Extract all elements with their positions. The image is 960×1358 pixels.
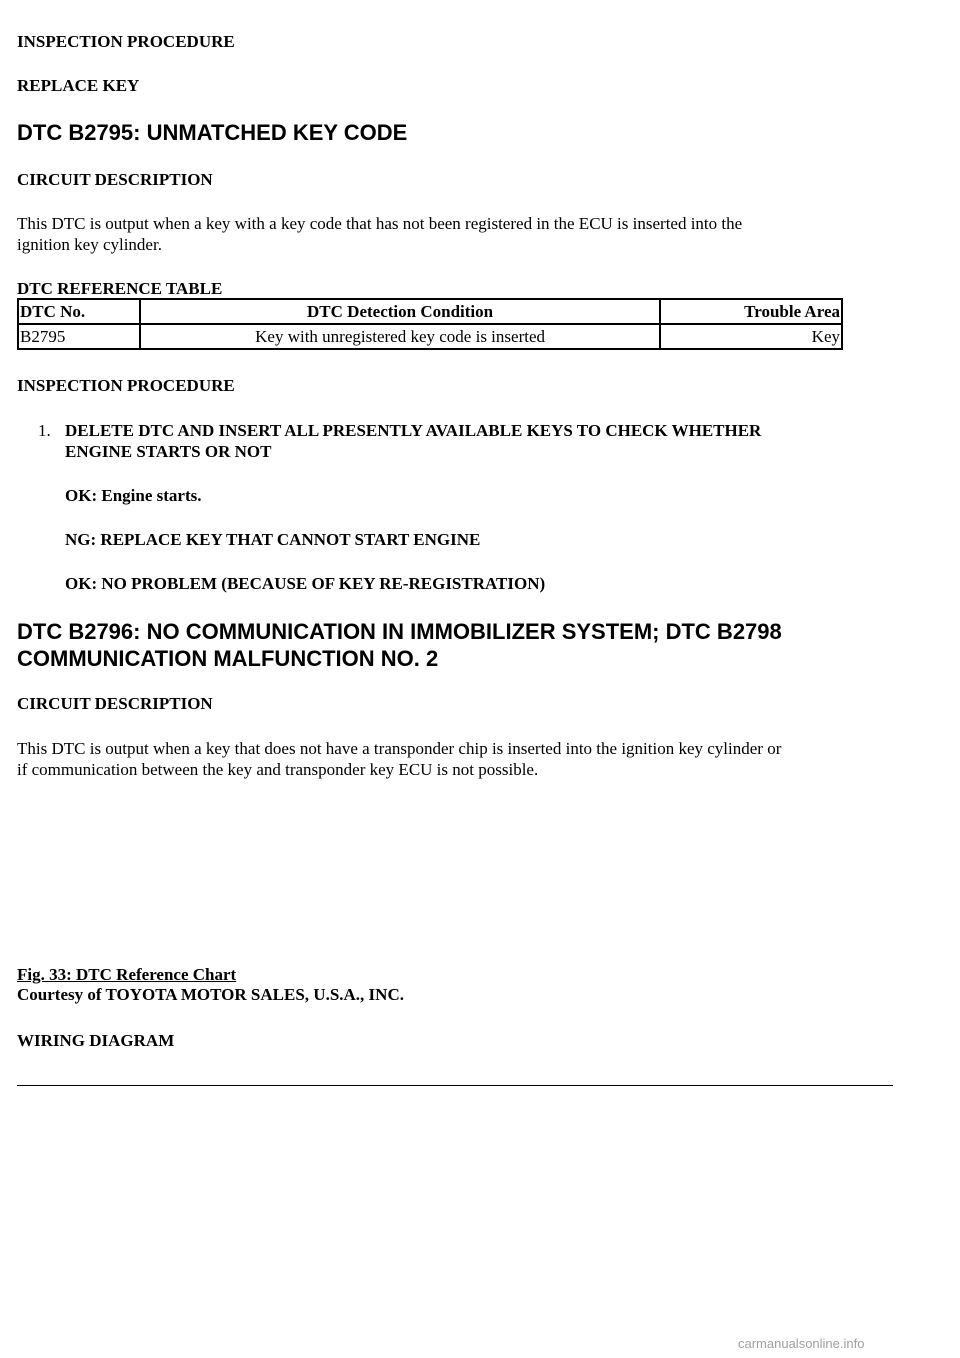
step-number: 1.	[38, 421, 51, 440]
table-header-detection-condition: DTC Detection Condition	[140, 299, 661, 324]
table-row	[18, 324, 842, 349]
dtc-b2795-heading: DTC B2795: UNMATCHED KEY CODE	[17, 120, 408, 145]
inspection-procedure-title: INSPECTION PROCEDURE	[17, 32, 235, 51]
dtc-b2796-heading-line-2: COMMUNICATION MALFUNCTION NO. 2	[17, 646, 439, 671]
table-cell-trouble-area: Key	[660, 324, 842, 349]
circuit-description-2-line-2: if communication between the key and transponder key ECU is not possible.	[17, 760, 539, 779]
step-1-line-1: DELETE DTC AND INSERT ALL PRESENTLY AVAILABLE KEYS TO CHECK WHETHER	[65, 421, 762, 440]
section-divider	[17, 1085, 893, 1086]
circuit-description-2-line-1: This DTC is output when a key that does not have a transponder chip is inserted into the ignition key cylinder or	[17, 739, 782, 758]
courtesy-text: Courtesy of TOYOTA MOTOR SALES, U.S.A., INC.	[17, 985, 404, 1004]
dtc-b2796-heading-line-1: DTC B2796: NO COMMUNICATION IN IMMOBILIZER SYSTEM; DTC B2798	[17, 619, 782, 644]
circuit-description-title-2: CIRCUIT DESCRIPTION	[17, 694, 213, 713]
ok-action-text: OK: NO PROBLEM (BECAUSE OF KEY RE-REGISTRATION)	[65, 574, 546, 593]
ok-result-text: OK: Engine starts.	[65, 486, 202, 505]
watermark-text: carmanualsonline.info	[738, 1336, 865, 1351]
step-1-line-2: ENGINE STARTS OR NOT	[65, 442, 272, 461]
figure-33-link[interactable]: Fig. 33: DTC Reference Chart	[17, 965, 237, 984]
table-header-row	[18, 299, 842, 324]
inspection-procedure-subtitle: INSPECTION PROCEDURE	[17, 376, 235, 395]
table-cell-dtc-no: B2795	[18, 324, 140, 349]
circuit-description-line-1: This DTC is output when a key with a key code that has not been registered in the ECU is inserted into the	[17, 214, 743, 233]
replace-key-text: REPLACE KEY	[17, 76, 140, 95]
ng-result-text: NG: REPLACE KEY THAT CANNOT START ENGINE	[65, 530, 481, 549]
circuit-description-line-2: ignition key cylinder.	[17, 235, 162, 254]
table-cell-detection-condition: Key with unregistered key code is inserted	[140, 324, 661, 349]
dtc-reference-table-title: DTC REFERENCE TABLE	[17, 279, 223, 298]
table-header-dtc-no: DTC No.	[18, 299, 140, 324]
table-header-trouble-area: Trouble Area	[660, 299, 842, 324]
wiring-diagram-title: WIRING DIAGRAM	[17, 1031, 175, 1050]
circuit-description-title: CIRCUIT DESCRIPTION	[17, 170, 213, 189]
dtc-reference-table	[17, 298, 843, 350]
